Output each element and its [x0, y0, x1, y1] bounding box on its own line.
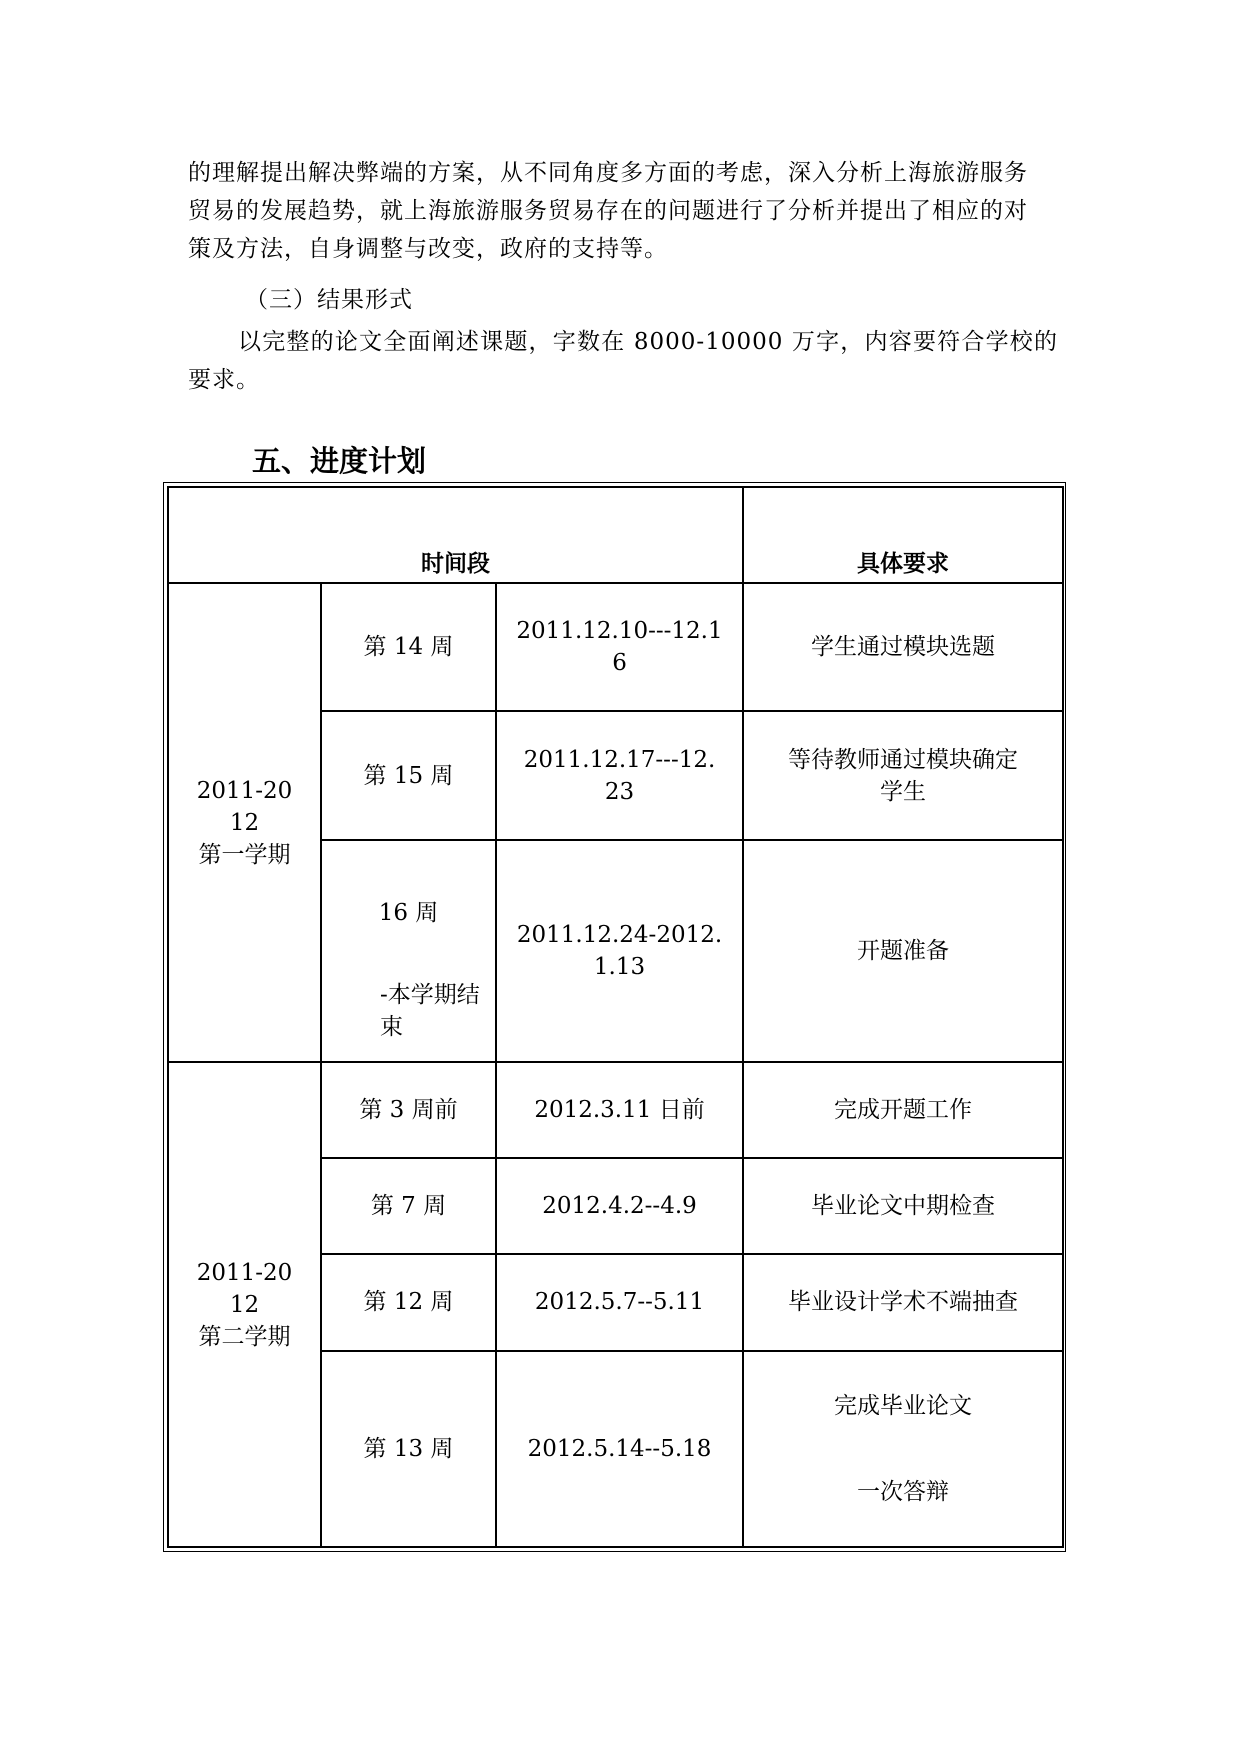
- intro-line: 的理解提出解决弊端的方案，从不同角度多方面的考虑，深入分析上海旅游服务: [188, 160, 1028, 186]
- intro-line: 策及方法，自身调整与改变，政府的支持等。: [188, 236, 668, 262]
- week-cell: 第 3 周前: [321, 1062, 496, 1158]
- date-line: 2011.12.17---12.: [523, 746, 716, 773]
- semester-year-cont: 12: [229, 1291, 260, 1318]
- date-cell: [496, 583, 743, 711]
- semester1-label: [168, 583, 321, 1062]
- week-cell: 第 14 周: [321, 583, 496, 711]
- week-line: 16 周: [378, 899, 439, 926]
- semester-year-cont: 12: [229, 809, 260, 836]
- date-line: 2011.12.24-2012.: [516, 921, 723, 948]
- task-line: 完成毕业论文: [834, 1392, 973, 1419]
- schedule-table: [167, 486, 1064, 1548]
- date-line: 6: [612, 650, 627, 677]
- date-line: 23: [604, 778, 635, 805]
- task-line: 学生: [880, 778, 927, 805]
- task-cell: 学生通过模块选题: [743, 583, 1063, 711]
- intro-paragraph: [188, 154, 1058, 268]
- week-cell: 第 7 周: [321, 1158, 496, 1254]
- date-cell: 2012.5.7--5.11: [496, 1254, 743, 1350]
- table-row: [168, 583, 1063, 711]
- task-cell: 完成开题工作: [743, 1062, 1063, 1158]
- date-cell: [496, 711, 743, 839]
- semester-name: 第一学期: [198, 841, 291, 868]
- task-line: 等待教师通过模块确定: [788, 746, 1019, 773]
- week-cell: [321, 840, 496, 1062]
- date-line: 2011.12.10---12.1: [516, 618, 723, 645]
- week-cell: 第 15 周: [321, 711, 496, 839]
- date-cell: 2012.4.2--4.9: [496, 1158, 743, 1254]
- semester2-label: [168, 1062, 321, 1547]
- result-form-subheading: （三）结果形式: [245, 287, 413, 313]
- task-cell: 毕业设计学术不端抽查: [743, 1254, 1063, 1350]
- date-line: 1.13: [593, 953, 646, 980]
- result-form-paragraph: 以完整的论文全面阐述课题，字数在 8000-10000 万字，内容要符合学校的要求。: [188, 329, 1058, 393]
- week-line: 束: [380, 1013, 403, 1040]
- semester-year: 2011-20: [196, 777, 293, 804]
- task-cell: 毕业论文中期检查: [743, 1158, 1063, 1254]
- semester-year: 2011-20: [196, 1259, 293, 1286]
- week-cell: 第 12 周: [321, 1254, 496, 1350]
- date-cell: 2012.5.14--5.18: [496, 1351, 743, 1547]
- task-line: 一次答辩: [857, 1478, 950, 1505]
- header-requirement: 具体要求: [743, 487, 1063, 583]
- date-cell: [496, 840, 743, 1062]
- week-line: -本学期结: [380, 981, 480, 1008]
- header-period: 时间段: [168, 487, 743, 583]
- section-title: 五、进度计划: [252, 444, 427, 478]
- intro-line: 贸易的发展趋势，就上海旅游服务贸易存在的问题进行了分析并提出了相应的对: [188, 198, 1028, 224]
- table-row: [168, 1062, 1063, 1158]
- semester-name: 第二学期: [198, 1323, 291, 1350]
- table-header-row: [168, 487, 1063, 583]
- task-cell: 开题准备: [743, 840, 1063, 1062]
- date-cell: 2012.3.11 日前: [496, 1062, 743, 1158]
- task-cell: [743, 711, 1063, 839]
- week-cell: 第 13 周: [321, 1351, 496, 1547]
- task-cell: [743, 1351, 1063, 1547]
